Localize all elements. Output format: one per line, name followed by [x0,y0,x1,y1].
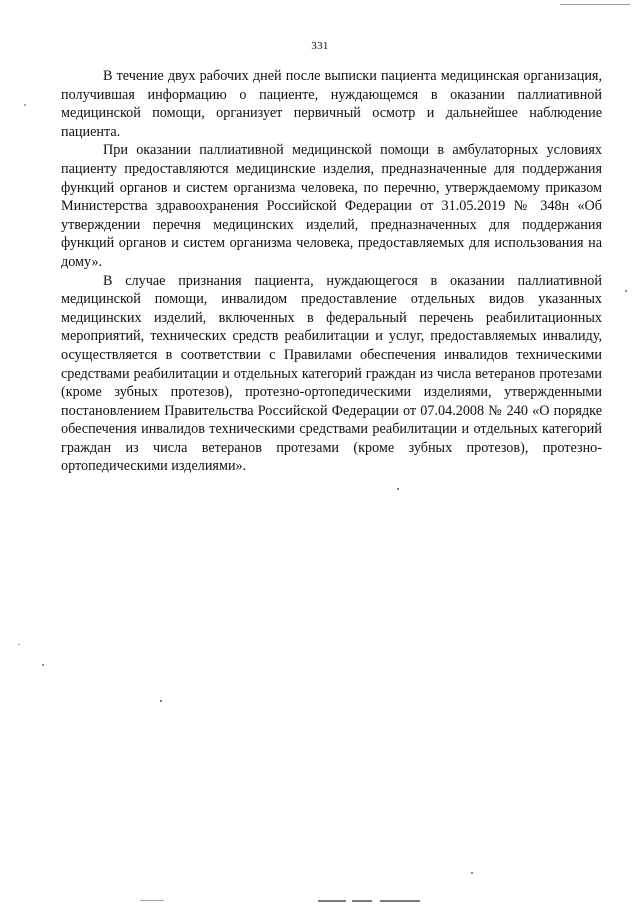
scan-mark-bottom-1 [318,900,346,902]
scan-dot-2 [160,700,162,702]
scan-dot-7 [471,872,473,874]
page-number: 331 [311,40,329,52]
scan-dot-4 [18,644,20,645]
scan-mark-top [560,4,630,5]
scan-mark-bottom-4 [140,900,164,901]
scan-dot-3 [42,664,44,666]
scan-dot-5 [24,104,26,106]
paragraph-discharge-followup: В течение двух рабочих дней после выписки пациента медицинская организация, получившая информацию о пациенте, нуждающемся в оказании паллиативной медицинской помощи, организует первичный осмотр и дальнейшее наблюдение пациента. [61,68,602,140]
document-body [61,67,602,476]
scan-mark-bottom-2 [352,900,372,902]
paragraph-outpatient-devices: При оказании паллиативной медицинской помощи в амбулаторных условиях пациенту предоставляются медицинские изделия, предназначенные для поддержания функций органов и систем организма человека, по перечню, утверждаемому приказом Министерства здравоохранения Российской Федерации от 31.05.2019 № 348н «Об утверждении перечня медицинских изделий, предназначенных для поддержания функций органов и систем организма человека, предоставляемых для использования на дому». [61,142,602,270]
scan-mark-bottom-3 [380,900,420,902]
scan-dot-6 [625,290,627,292]
paragraph-disabled-provision: В случае признания пациента, нуждающегося в оказании паллиативной медицинской помощи, инвалидом предоставление отдельных видов указанных медицинских изделий, включенных в федеральный перечень реабилитационных мероприятий, технических средств реабилитации и услуг, предоставляемых инвалиду, осуществляется в соответствии с Правилами обеспечения инвалидов техническими средствами реабилитации и отдельных категорий граждан из числа ветеранов протезами (кроме зубных протезов), протезно-ортопедическими изделиями, утвержденными постановлением Правительства Российской Федерации от 07.04.2008 № 240 «О порядке обеспечения инвалидов техническими средствами реабилитации и отдельных категорий граждан из числа ветеранов протезами (кроме зубных протезов), протезно-ортопедическими изделиями». [61,272,602,475]
scan-dot-1 [397,488,399,490]
